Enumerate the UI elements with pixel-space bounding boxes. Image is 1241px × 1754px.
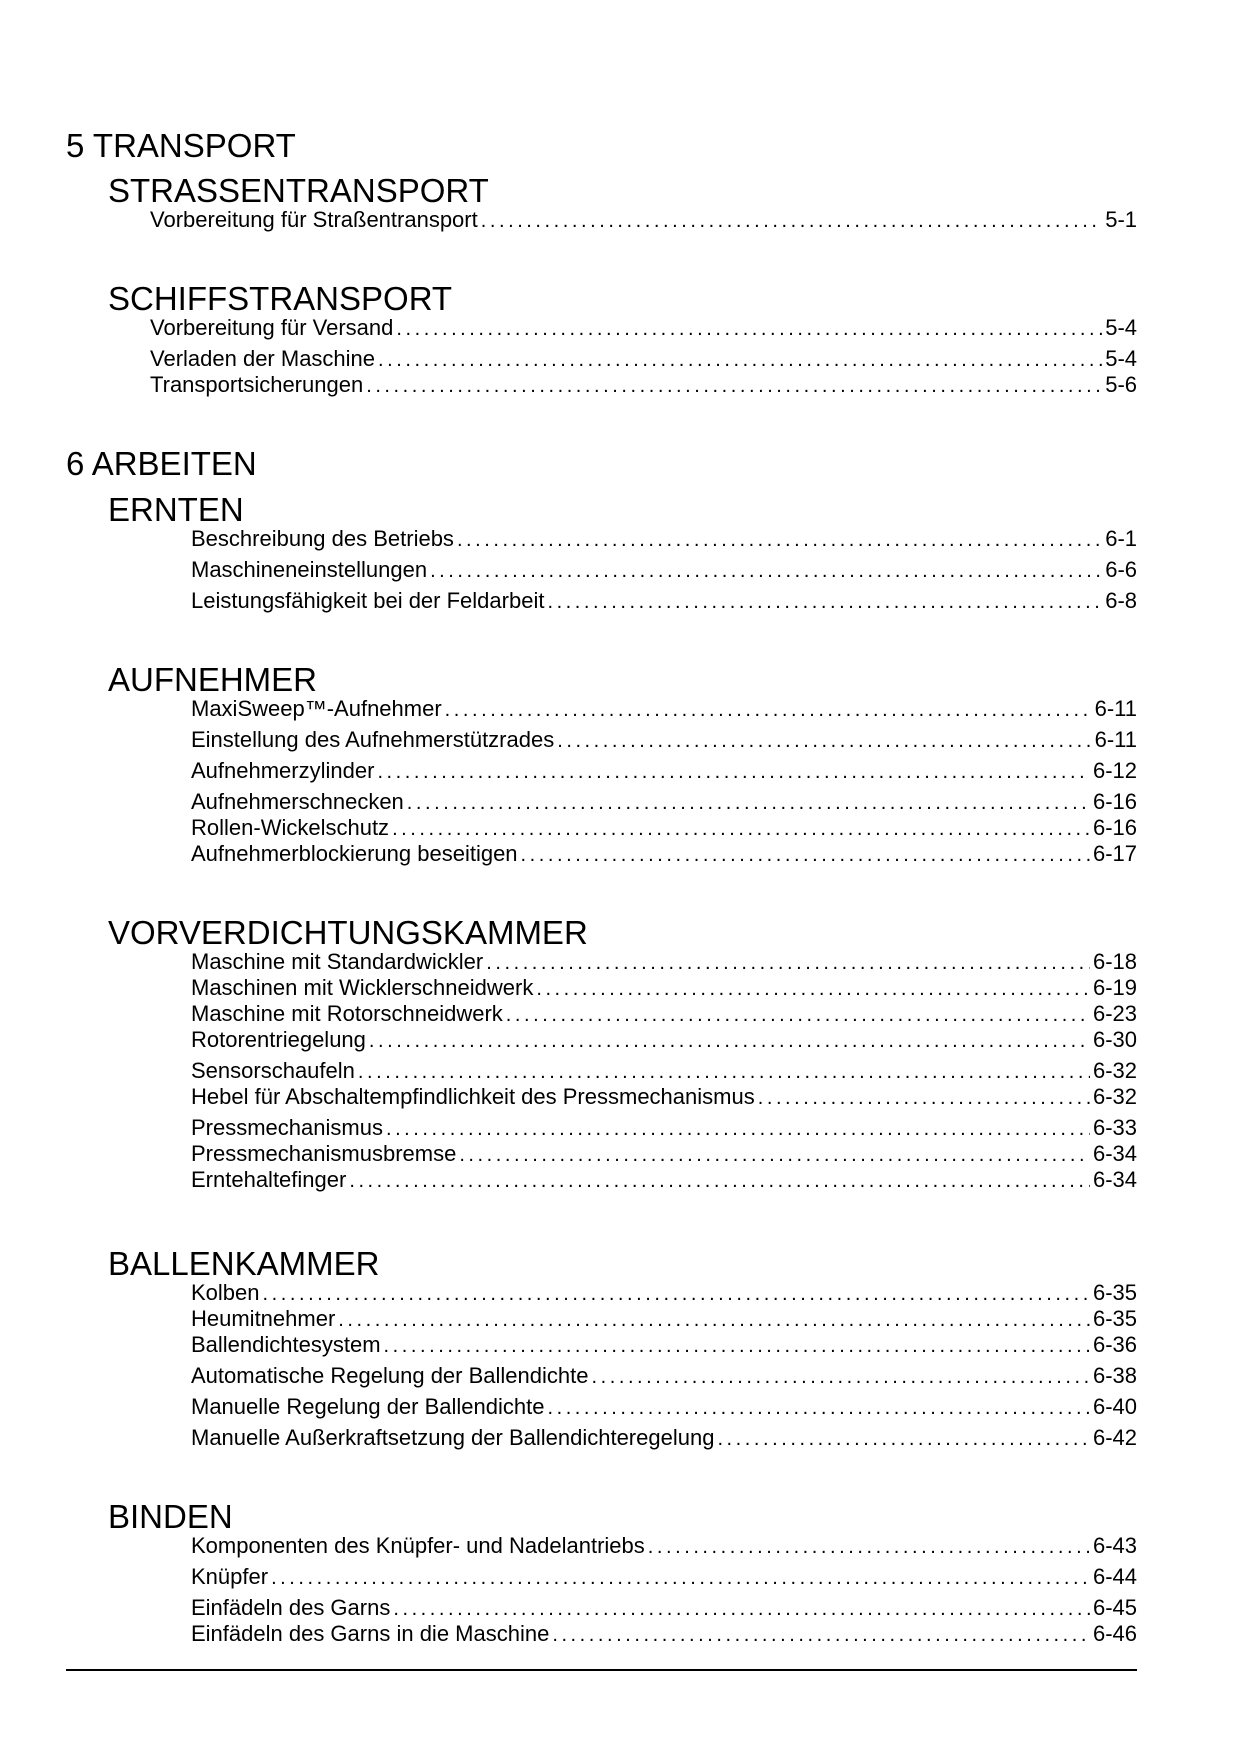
dot-leader <box>591 1364 1089 1390</box>
dot-leader <box>377 759 1090 785</box>
entry-page: 6-44 <box>1092 1564 1137 1589</box>
toc-entry[interactable] <box>191 1167 1137 1194</box>
toc-entry[interactable] <box>191 975 1137 1002</box>
dot-leader <box>386 1116 1090 1142</box>
entry-page: 5-4 <box>1105 346 1137 371</box>
toc-entry[interactable] <box>191 1394 1137 1421</box>
entry-page: 6-34 <box>1092 1167 1137 1192</box>
toc-entry[interactable] <box>191 949 1137 976</box>
entry-title: Pressmechanismusbremse <box>191 1141 457 1166</box>
entry-page: 6-30 <box>1092 1027 1137 1052</box>
footer-rule <box>66 1669 1137 1671</box>
entry-title: Automatische Regelung der Ballendichte <box>191 1363 589 1388</box>
section-heading: STRASSENTRANSPORT <box>108 172 489 209</box>
toc-entry[interactable] <box>191 1141 1137 1168</box>
entry-title: Aufnehmerblockierung beseitigen <box>191 841 518 866</box>
entry-title: Sensorschaufeln <box>191 1058 355 1083</box>
dot-leader <box>392 816 1090 842</box>
entry-page: 5-6 <box>1105 372 1137 397</box>
section-heading: AUFNEHMER <box>108 661 318 698</box>
entry-page: 6-16 <box>1092 815 1137 840</box>
entry-title: Komponenten des Knüpfer- und Nadelantriebs <box>191 1533 645 1558</box>
entry-page: 6-38 <box>1092 1363 1137 1388</box>
dot-leader <box>263 1281 1090 1307</box>
dot-leader <box>547 1395 1089 1421</box>
entry-page: 6-6 <box>1105 557 1137 582</box>
entry-title: Manuelle Außerkraftsetzung der Ballendichteregelung <box>191 1425 715 1450</box>
toc-entry[interactable] <box>191 1115 1137 1142</box>
dot-leader <box>557 728 1091 754</box>
toc-entry[interactable] <box>191 841 1137 868</box>
entry-title: Verladen der Maschine <box>150 346 376 371</box>
entry-title: Rollen-Wickelschutz <box>191 815 390 840</box>
entry-page: 6-16 <box>1092 789 1137 814</box>
toc-entry[interactable] <box>150 346 1137 373</box>
toc-entry[interactable] <box>191 588 1137 615</box>
toc-entry[interactable] <box>191 1533 1137 1560</box>
entry-page: 6-36 <box>1092 1332 1137 1357</box>
entry-title: Beschreibung des Betriebs <box>191 526 454 551</box>
entry-page: 6-45 <box>1092 1595 1137 1620</box>
toc-entry[interactable] <box>191 557 1137 584</box>
dot-leader <box>366 373 1102 399</box>
section-heading: ERNTEN <box>108 491 244 528</box>
dot-leader <box>758 1085 1090 1111</box>
section-heading: BALLENKAMMER <box>108 1245 380 1282</box>
toc-entry[interactable] <box>150 315 1137 342</box>
entry-title: Ballendichtesystem <box>191 1332 381 1357</box>
dot-leader <box>445 697 1092 723</box>
entry-page: 6-32 <box>1092 1084 1137 1109</box>
toc-entry[interactable] <box>191 696 1137 723</box>
entry-title: Kolben <box>191 1280 260 1305</box>
dot-leader <box>349 1168 1090 1194</box>
entry-page: 6-35 <box>1092 1306 1137 1331</box>
toc-entry[interactable] <box>191 1084 1137 1111</box>
dot-leader <box>271 1565 1090 1591</box>
dot-leader <box>536 976 1090 1002</box>
entry-page: 6-35 <box>1092 1280 1137 1305</box>
dot-leader <box>378 347 1102 373</box>
entry-title: Aufnehmerschnecken <box>191 789 404 814</box>
dot-leader <box>717 1426 1090 1452</box>
section-heading: VORVERDICHTUNGSKAMMER <box>108 914 588 951</box>
dot-leader <box>369 1028 1090 1054</box>
toc-entry[interactable] <box>150 372 1137 399</box>
dot-leader <box>547 589 1102 615</box>
toc-entry[interactable] <box>191 1564 1137 1591</box>
entry-page: 6-33 <box>1092 1115 1137 1140</box>
toc-entry[interactable] <box>191 1425 1137 1452</box>
entry-title: Heumitnehmer <box>191 1306 336 1331</box>
entry-title: Leistungsfähigkeit bei der Feldarbeit <box>191 588 545 613</box>
toc-entry[interactable] <box>191 1332 1137 1359</box>
toc-entry[interactable] <box>191 1621 1137 1648</box>
toc-entry[interactable] <box>150 207 1137 234</box>
section-heading: BINDEN <box>108 1498 233 1535</box>
entry-title: Maschine mit Standardwickler <box>191 949 484 974</box>
entry-page: 6-40 <box>1092 1394 1137 1419</box>
entry-title: Einfädeln des Garns <box>191 1595 391 1620</box>
section-heading: SCHIFFSTRANSPORT <box>108 280 453 317</box>
toc-entry[interactable] <box>191 727 1137 754</box>
dot-leader <box>430 558 1102 584</box>
toc-entry[interactable] <box>191 1363 1137 1390</box>
dot-leader <box>648 1534 1090 1560</box>
entry-page: 6-11 <box>1094 696 1137 721</box>
entry-title: MaxiSweep™-Aufnehmer <box>191 696 442 721</box>
entry-title: Vorbereitung für Straßentransport <box>150 207 478 232</box>
entry-page: 6-11 <box>1094 727 1137 752</box>
entry-title: Hebel für Abschaltempfindlichkeit des Pressmechanismus <box>191 1084 755 1109</box>
dot-leader <box>393 1596 1090 1622</box>
entry-title: Pressmechanismus <box>191 1115 383 1140</box>
entry-title: Erntehaltefinger <box>191 1167 347 1192</box>
entry-title: Rotorentriegelung <box>191 1027 366 1052</box>
dot-leader <box>552 1622 1090 1648</box>
toc-entry[interactable] <box>191 1058 1137 1085</box>
dot-leader <box>521 842 1090 868</box>
toc-entry[interactable] <box>191 1001 1137 1028</box>
entry-page: 6-34 <box>1092 1141 1137 1166</box>
entry-page: 6-12 <box>1092 758 1137 783</box>
entry-page: 6-42 <box>1092 1425 1137 1450</box>
dot-leader <box>506 1002 1090 1028</box>
dot-leader <box>358 1059 1090 1085</box>
entry-page: 6-8 <box>1105 588 1137 613</box>
entry-title: Maschine mit Rotorschneidwerk <box>191 1001 503 1026</box>
entry-title: Knüpfer <box>191 1564 269 1589</box>
dot-leader <box>384 1333 1090 1359</box>
entry-title: Manuelle Regelung der Ballendichte <box>191 1394 545 1419</box>
dot-leader <box>459 1142 1090 1168</box>
entry-title: Aufnehmerzylinder <box>191 758 375 783</box>
toc-entry[interactable] <box>191 1306 1137 1333</box>
entry-title: Einstellung des Aufnehmerstützrades <box>191 727 555 752</box>
entry-page: 6-23 <box>1092 1001 1137 1026</box>
entry-title: Maschinen mit Wicklerschneidwerk <box>191 975 534 1000</box>
dot-leader <box>396 316 1102 342</box>
toc-entry[interactable] <box>191 526 1137 553</box>
dot-leader <box>338 1307 1090 1333</box>
toc-entry[interactable] <box>191 1027 1137 1054</box>
dot-leader <box>486 950 1090 976</box>
chapter-heading: 5 TRANSPORT <box>66 127 296 164</box>
entry-page: 6-43 <box>1092 1533 1137 1558</box>
entry-title: Maschineneinstellungen <box>191 557 428 582</box>
entry-page: 6-32 <box>1092 1058 1137 1083</box>
entry-page: 6-17 <box>1092 841 1137 866</box>
entry-page: 6-1 <box>1105 526 1137 551</box>
entry-page: 6-19 <box>1092 975 1137 1000</box>
dot-leader <box>481 208 1102 234</box>
entry-title: Transportsicherungen <box>150 372 364 397</box>
entry-page: 5-4 <box>1105 315 1137 340</box>
entry-page: 5-1 <box>1105 207 1137 232</box>
entry-page: 6-18 <box>1092 949 1137 974</box>
chapter-heading: 6 ARBEITEN <box>66 445 257 482</box>
toc-entry[interactable] <box>191 758 1137 785</box>
entry-title: Einfädeln des Garns in die Maschine <box>191 1621 550 1646</box>
toc-entry[interactable] <box>191 815 1137 842</box>
entry-title: Vorbereitung für Versand <box>150 315 394 340</box>
dot-leader <box>407 790 1090 816</box>
toc-entry[interactable] <box>191 789 1137 816</box>
toc-entry[interactable] <box>191 1595 1137 1622</box>
toc-entry[interactable] <box>191 1280 1137 1307</box>
dot-leader <box>457 527 1102 553</box>
entry-page: 6-46 <box>1092 1621 1137 1646</box>
